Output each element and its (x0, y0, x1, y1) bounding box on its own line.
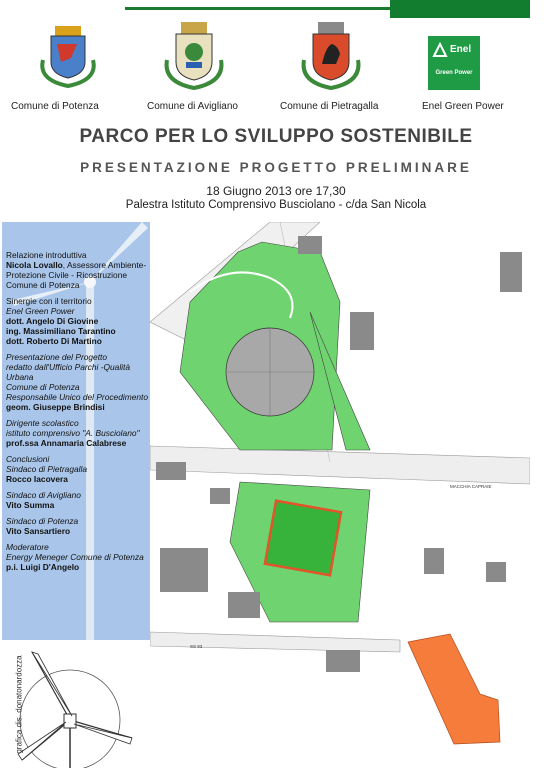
program-mayor-2 (6, 490, 156, 510)
intro-heading: Relazione introduttiva (6, 250, 87, 260)
presentation-speaker: geom. Giuseppe Brindisi (6, 402, 105, 412)
program-intro (6, 250, 156, 290)
synergy-speaker-2: ing. Massimiliano Tarantino (6, 326, 116, 336)
intro-speaker: Nicola Lovallo (6, 260, 63, 270)
intro-role: , Assessore Ambiente-Protezione Civile - Ricostruzione Comune di Potenza (6, 260, 147, 290)
moderator-heading: Moderatore (6, 542, 49, 552)
synergy-speaker-3: dott. Roberto Di Martino (6, 336, 102, 346)
enel-green-power-logo (428, 36, 480, 90)
moderator-name: p.i. Luigi D'Angelo (6, 562, 80, 572)
synergy-org: Enel Green Power (6, 306, 75, 316)
top-green-bar (390, 0, 530, 18)
program-text (6, 250, 156, 578)
presentation-heading: Presentazione del Progetto (6, 352, 108, 362)
logo-label-avigliano: Comune di Avigliano (147, 101, 238, 112)
mayor-2-name: Vito Summa (6, 500, 55, 510)
page-subtitle: PRESENTAZIONE PROGETTO PRELIMINARE (80, 160, 472, 175)
site-plan-map (150, 222, 530, 768)
enel-mark-icon (432, 42, 448, 58)
event-date: 18 Giugno 2013 ore 17,30 (206, 184, 346, 198)
turbine-sketch-icon (2, 642, 150, 768)
school-line: istituto comprensivo "A. Busciolano" (6, 428, 140, 438)
mayor-1-name: Rocco Iacovera (6, 474, 68, 484)
potenza-crest-icon (33, 20, 103, 90)
pietragalla-crest-icon (296, 20, 366, 90)
program-synergy (6, 296, 156, 346)
synergy-heading: Sinergie con il territorio (6, 296, 92, 306)
logo-label-pietragalla: Comune di Pietragalla (280, 101, 379, 112)
presentation-line-1: redatto dall'Ufficio Parchi -Qualità Urbana (6, 362, 131, 382)
map-label-road2: SS 93 (190, 644, 203, 649)
presentation-line-3: Responsabile Unico del Procedimento (6, 392, 148, 402)
intro-line (6, 260, 156, 290)
mayor-3-role: Sindaco di Potenza (6, 516, 79, 526)
event-venue: Palestra Istituto Comprensivo Busciolano - c/da San Nicola (125, 199, 427, 211)
synergy-speaker-1: dott. Angelo Di Giovine (6, 316, 99, 326)
logo-label-enel: Enel Green Power (422, 101, 504, 112)
graphic-credit: grafica dis. donatonardozza (14, 655, 24, 754)
presentation-line-2: Comune di Potenza (6, 382, 80, 392)
school-heading: Dirigente scolastico (6, 418, 79, 428)
program-conclusions (6, 454, 156, 484)
enel-sub: Green Power (435, 70, 473, 76)
map-label-road1: MACCHIA CAPRAIE (450, 484, 492, 489)
mayor-3-name: Vito Sansartiero (6, 526, 71, 536)
program-presentation (6, 352, 156, 412)
mayor-2-role: Sindaco di Avigliano (6, 490, 81, 500)
program-mayor-3 (6, 516, 156, 536)
logo-label-potenza: Comune di Potenza (11, 101, 99, 112)
program-moderator (6, 542, 156, 572)
avigliano-crest-icon (159, 20, 229, 90)
moderator-role: Energy Meneger Comune di Potenza (6, 552, 144, 562)
top-rule (125, 7, 390, 10)
program-school (6, 418, 156, 448)
mayor-1-role: Sindaco di Pietragalla (6, 464, 88, 474)
school-speaker: prof.ssa Annamaria Calabrese (6, 438, 127, 448)
page-title: PARCO PER LO SVILUPPO SOSTENIBILE (79, 126, 473, 147)
enel-word: Enel (450, 44, 472, 55)
conclusions-heading: Conclusioni (6, 454, 50, 464)
